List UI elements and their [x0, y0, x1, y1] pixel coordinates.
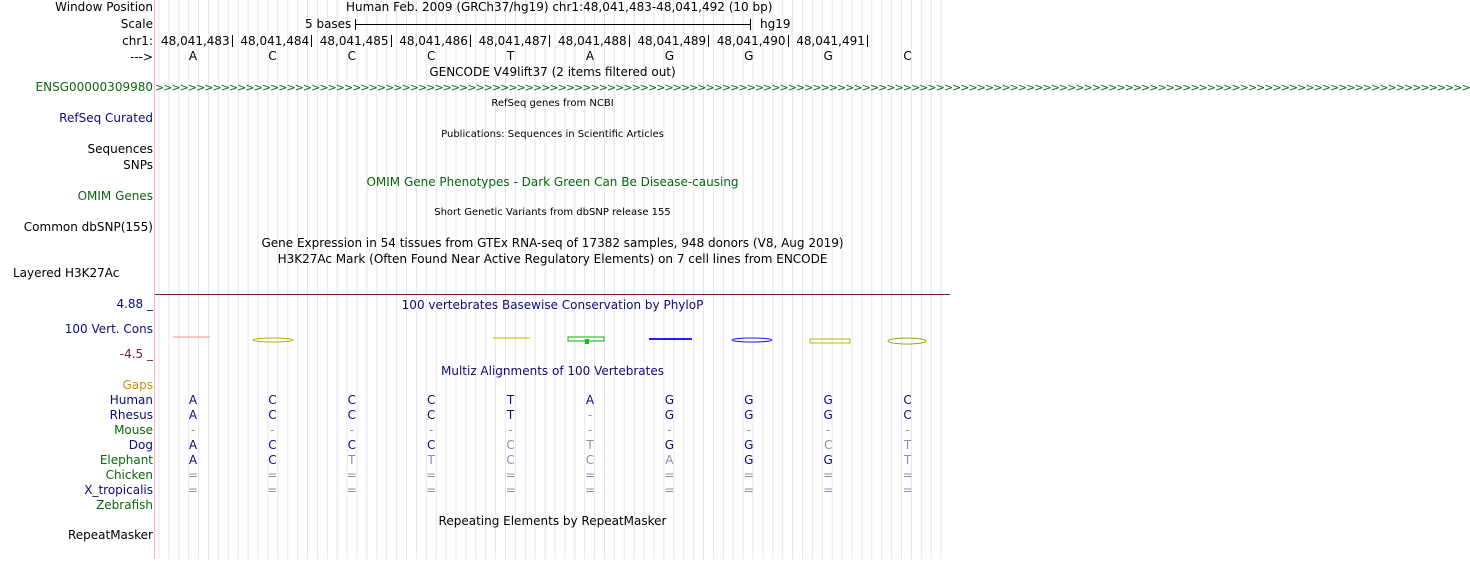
scale-text: 5 bases — [305, 17, 352, 31]
repeatmasker-track-label[interactable]: RepeatMasker — [67, 528, 153, 542]
reference-base: C — [347, 49, 356, 63]
alignment-base: C — [426, 393, 436, 407]
ruler-position: 48,041,486 — [399, 34, 468, 48]
ruler-tick — [549, 35, 550, 47]
alignment-base: = — [267, 468, 278, 482]
alignment-base: C — [585, 453, 595, 467]
window-position-label: Window Position — [55, 0, 153, 14]
ruler-tick — [629, 35, 630, 47]
alignment-base: = — [505, 468, 516, 482]
alignment-base: C — [506, 453, 515, 467]
ruler-position: 48,041,490 — [716, 34, 786, 48]
reference-base: C — [426, 49, 436, 63]
alignment-base: A — [585, 393, 595, 407]
ruler-tick — [788, 35, 789, 47]
alignment-base: C — [903, 408, 912, 422]
snps-track-label[interactable]: SNPs — [123, 158, 153, 172]
species-label-human[interactable]: Human — [109, 393, 153, 407]
ruler-position: 48,041,488 — [557, 34, 627, 48]
alignment-base: - — [190, 423, 196, 437]
alignment-base: C — [268, 393, 277, 407]
gaps-label[interactable]: Gaps — [122, 378, 153, 392]
track-divider — [155, 294, 950, 295]
alignment-base: T — [903, 438, 912, 452]
ruler-position: 48,041,491 — [796, 34, 865, 48]
alignment-base: T — [903, 453, 912, 467]
species-label-dog[interactable]: Dog — [128, 438, 153, 452]
cons-bar-2 — [253, 338, 293, 342]
alignment-base: G — [744, 393, 754, 407]
cons-bar-9 — [810, 339, 850, 343]
alignment-base: = — [664, 483, 675, 497]
ruler-tick — [867, 35, 868, 47]
alignment-base: - — [270, 423, 275, 437]
refseq-track-label[interactable]: RefSeq Curated — [59, 111, 153, 125]
alignment-base: A — [188, 438, 198, 452]
alignment-base: C — [347, 408, 356, 422]
alignment-base: = — [823, 468, 834, 482]
refseq-track-title[interactable]: RefSeq genes from NCBI — [491, 98, 614, 109]
conservation-plot[interactable] — [155, 330, 950, 350]
reference-base: G — [744, 49, 754, 63]
chr-label: chr1: — [122, 34, 153, 48]
omim-track-label[interactable]: OMIM Genes — [77, 189, 153, 203]
alignment-base: G — [823, 408, 833, 422]
ruler-tick — [232, 35, 233, 47]
reference-base: T — [506, 49, 515, 63]
alignment-base: - — [429, 423, 434, 437]
alignment-base: = — [187, 483, 199, 497]
alignment-base: G — [664, 393, 675, 407]
ruler-tick — [311, 35, 312, 47]
alignment-base: = — [505, 483, 516, 497]
alignment-base: = — [346, 468, 357, 482]
scale-label: Scale — [120, 17, 153, 31]
multiz-track-title[interactable]: Multiz Alignments of 100 Vertebrates — [440, 364, 665, 378]
reference-base: C — [903, 49, 912, 63]
ruler-tick — [708, 35, 709, 47]
reference-base: G — [823, 49, 833, 63]
ruler-position: 48,041,484 — [240, 34, 310, 48]
ruler-position: 48,041,487 — [478, 34, 548, 48]
reference-base: G — [664, 49, 675, 63]
alignment-base: - — [587, 423, 593, 437]
cons-track-label[interactable]: 100 Vert. Cons — [64, 322, 153, 336]
repeatmasker-track-title[interactable]: Repeating Elements by RepeatMasker — [438, 514, 667, 528]
alignment-base: C — [268, 438, 277, 452]
alignment-base: - — [746, 423, 751, 437]
ruler-tick — [391, 35, 392, 47]
alignment-base: = — [426, 483, 437, 497]
gtex-track-title[interactable]: Gene Expression in 54 tissues from GTEx RNA-seq of 17382 samples, 948 donors (V8, Aug 2019) — [261, 236, 844, 250]
alignment-base: A — [665, 453, 674, 467]
ruler-position: 48,041,483 — [160, 34, 230, 48]
dbsnp-track-title[interactable]: Short Genetic Variants from dbSNP release 155 — [434, 207, 671, 218]
alignment-base: A — [188, 408, 198, 422]
window-position-text: Human Feb. 2009 (GRCh37/hg19) chr1:48,041,483-48,041,492 (10 bp) — [346, 0, 773, 14]
alignment-base: - — [826, 423, 831, 437]
alignment-base: - — [667, 423, 672, 437]
cons-bar-10 — [888, 338, 926, 344]
alignment-base: = — [426, 468, 437, 482]
scale-bar-left-end — [355, 19, 356, 30]
alignment-base: C — [426, 438, 436, 452]
alignment-base: A — [188, 453, 198, 467]
scale-bar — [355, 24, 751, 25]
reference-base: A — [585, 49, 595, 63]
alignment-base: = — [664, 468, 675, 482]
species-label-chicken[interactable]: Chicken — [105, 468, 153, 482]
alignment-base: C — [426, 408, 436, 422]
omim-track-title[interactable]: OMIM Gene Phenotypes - Dark Green Can Be Disease-causing — [366, 175, 739, 189]
cons-bar-8 — [732, 338, 772, 342]
cons-bar-6-peak — [585, 339, 589, 344]
assembly-label: hg19 — [760, 17, 791, 31]
alignment-base: T — [506, 408, 515, 422]
alignment-base: G — [744, 408, 754, 422]
alignment-base: = — [267, 483, 278, 497]
alignment-base: C — [268, 408, 277, 422]
alignment-base: = — [743, 468, 754, 482]
reference-base: A — [188, 49, 198, 63]
alignment-base: - — [905, 423, 910, 437]
alignment-base: G — [664, 408, 675, 422]
dbsnp-track-label[interactable]: Common dbSNP(155) — [23, 220, 153, 234]
cons-max-value: 4.88 _ — [116, 297, 153, 311]
scale-bar-right-end — [750, 19, 751, 30]
publications-track-title[interactable]: Publications: Sequences in Scientific Articles — [441, 129, 664, 140]
alignment-base: G — [744, 453, 754, 467]
alignment-base: = — [902, 483, 913, 497]
alignment-base: = — [823, 483, 834, 497]
alignment-base: C — [506, 438, 515, 452]
alignment-base: = — [902, 468, 913, 482]
strand-arrow-label[interactable]: ---> — [129, 50, 153, 64]
alignment-base: T — [586, 438, 594, 452]
alignment-base: = — [743, 483, 754, 497]
h3k27ac-track-title[interactable]: H3K27Ac Mark (Often Found Near Active Regulatory Elements) on 7 cell lines from ENCODE — [277, 252, 828, 266]
alignment-base: C — [347, 393, 356, 407]
species-label-rhesus[interactable]: Rhesus — [109, 408, 153, 422]
alignment-base: - — [587, 408, 593, 422]
alignment-base: A — [188, 393, 198, 407]
species-label-x_tropicalis[interactable]: X_tropicalis — [84, 483, 153, 497]
alignment-base: - — [508, 423, 513, 437]
ruler-tick — [470, 35, 471, 47]
gencode-item-label[interactable]: ENSG00000309980 — [35, 80, 153, 94]
alignment-base: - — [349, 423, 354, 437]
ruler-position: 48,041,485 — [319, 34, 389, 48]
ruler-position: 48,041,489 — [637, 34, 707, 48]
alignment-base: G — [823, 453, 833, 467]
alignment-base: G — [664, 438, 675, 452]
alignment-base: = — [584, 483, 596, 497]
conservation-track-title[interactable]: 100 vertebrates Basewise Conservation by PhyloP — [401, 298, 704, 312]
alignment-base: G — [744, 438, 754, 452]
alignment-base: = — [187, 468, 199, 482]
gencode-track-title[interactable]: GENCODE V49lift37 (2 items filtered out) — [429, 65, 676, 79]
alignment-base: C — [823, 438, 833, 452]
alignment-base: C — [903, 393, 912, 407]
sequences-track-label[interactable]: Sequences — [87, 142, 153, 156]
alignment-base: = — [584, 468, 596, 482]
h3k27ac-track-label[interactable]: Layered H3K27Ac — [13, 266, 120, 280]
species-label-zebrafish[interactable]: Zebrafish — [96, 498, 153, 512]
gencode-gene-feature[interactable]: >>>>>>>>>>>>>>>>>>>>>>>>>>>>>>>>>>>>>>>>>>>>>>>>>>>>>>>>>>>>>>>>>>>>>>>>>>>>>>>>>>>>>>>>>>>>>>>>>>>>>>>>>>>>>>>>>>>>>>>>>>>>>>>>>>>>>>>>>>>>>>>>>>>>>>>>>>>>>>>> — [155, 81, 1470, 94]
alignment-base: = — [346, 483, 357, 497]
alignment-base: T — [348, 453, 356, 467]
reference-base: C — [268, 49, 277, 63]
alignment-base: T — [427, 453, 435, 467]
species-label-mouse[interactable]: Mouse — [114, 423, 153, 437]
alignment-base: T — [506, 393, 515, 407]
alignment-base: C — [347, 438, 356, 452]
alignment-base: C — [268, 453, 277, 467]
cons-min-value: -4.5 _ — [119, 347, 153, 361]
alignment-base: G — [823, 393, 833, 407]
species-label-elephant[interactable]: Elephant — [99, 453, 153, 467]
